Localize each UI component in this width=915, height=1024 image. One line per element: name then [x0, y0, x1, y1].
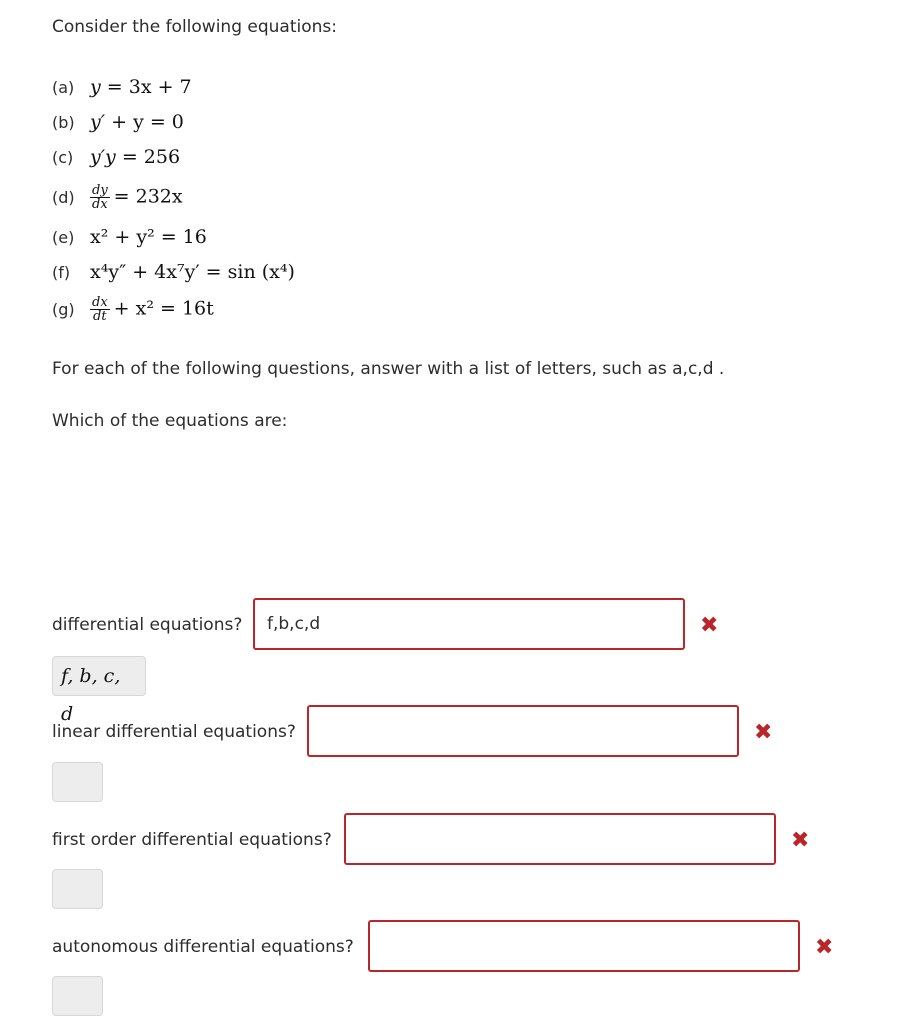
equation-d	[52, 180, 295, 214]
eq-b-rhs: + y = 0	[111, 111, 184, 133]
eq-g-rhs: + x² = 16t	[113, 297, 214, 319]
equation-label: (g)	[52, 299, 75, 319]
eq-a-rhs: = 3x + 7	[106, 76, 192, 98]
equation-list	[52, 72, 295, 326]
x-mark-icon: ✖	[791, 828, 810, 853]
answer-preview-differential: f, b, c, d	[52, 656, 146, 696]
equation-b	[52, 107, 295, 137]
equation-e	[52, 222, 295, 252]
eq-c-rhs: = 256	[121, 146, 181, 168]
equation-label: (b)	[52, 112, 75, 132]
equation-label: (c)	[52, 147, 74, 167]
equation-label: (e)	[52, 227, 75, 247]
equation-g	[52, 292, 295, 326]
instruction-text: For each of the following questions, answer with a list of letters, such as a,c,d .	[52, 359, 725, 379]
answer-input-differential[interactable]	[253, 598, 685, 650]
eq-c-lhs: y′y	[90, 146, 116, 168]
answer-preview-autonomous	[52, 976, 103, 1016]
equation-c	[52, 142, 295, 172]
answer-input-first-order[interactable]	[344, 813, 776, 865]
question-label-autonomous: autonomous differential equations?	[52, 937, 354, 957]
x-mark-icon: ✖	[700, 613, 719, 638]
eq-d-fraction	[90, 184, 110, 211]
frac-numerator: dy	[92, 182, 108, 198]
eq-b-lhs: y′	[90, 111, 106, 133]
question-label-linear: linear differential equations?	[52, 722, 296, 742]
eq-a-lhs: y	[90, 76, 101, 98]
equation-f	[52, 257, 295, 287]
equation-expression: x² + y² = 16	[90, 226, 207, 248]
frac-numerator: dx	[92, 294, 108, 310]
frac-denominator: dx	[92, 196, 108, 212]
equation-expression	[90, 75, 192, 99]
equation-label: (d)	[52, 187, 75, 207]
intro-text: Consider the following equations:	[52, 17, 337, 37]
answer-preview-linear	[52, 762, 103, 802]
equation-expression	[90, 145, 180, 169]
frac-denominator: dt	[93, 308, 107, 324]
prompt-text: Which of the equations are:	[52, 411, 288, 431]
equation-expression: x⁴y″ + 4x⁷y′ = sin (x⁴)	[90, 261, 295, 283]
eq-g-fraction	[90, 296, 110, 323]
x-mark-icon: ✖	[815, 935, 834, 960]
question-label-differential: differential equations?	[52, 615, 243, 635]
equation-expression	[90, 184, 183, 211]
equation-label: (f)	[52, 262, 71, 282]
answer-preview-first-order	[52, 869, 103, 909]
question-label-first-order: first order differential equations?	[52, 830, 332, 850]
equation-expression	[90, 110, 184, 134]
equation-expression	[90, 296, 214, 323]
answer-input-linear[interactable]	[307, 705, 739, 757]
answer-input-autonomous[interactable]	[368, 920, 800, 972]
eq-d-rhs: = 232x	[113, 185, 183, 207]
x-mark-icon: ✖	[754, 720, 773, 745]
equation-label: (a)	[52, 77, 75, 97]
equation-a	[52, 72, 295, 102]
